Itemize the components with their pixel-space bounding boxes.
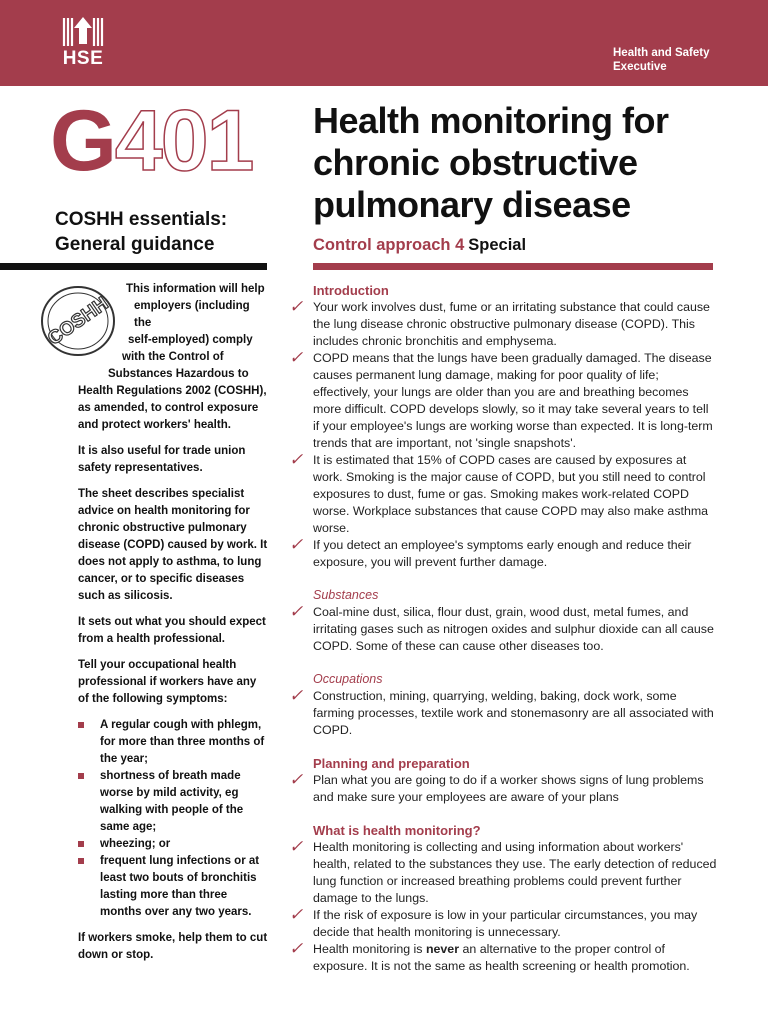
series-line-1: COSHH essentials: xyxy=(55,209,228,230)
list-item xyxy=(78,853,268,921)
never-text-pre: Health monitoring is xyxy=(313,942,426,956)
list-item xyxy=(289,939,718,975)
bullet-square-icon xyxy=(78,773,84,779)
tick-icon: ✓ xyxy=(289,905,304,924)
list-item-text: COPD means that the lungs have been gradually damaged. The disease causes permanent lung damage, making for poor quality of life; effectively, your lungs are older than you are and breathing becomes more difficult. COPD develops slowly, so it may take several years to tell if your employee's lungs are working worse than expected. It is long-term trends that are important, not 'single snapshots'. xyxy=(313,351,713,450)
series-title xyxy=(55,207,227,257)
intro-line-5: Substances Hazardous to xyxy=(108,368,249,380)
section-heading-what-is: What is health monitoring? xyxy=(313,823,481,838)
right-divider xyxy=(313,263,713,270)
hse-logo-text: HSE xyxy=(62,48,104,69)
section-heading-occupations: Occupations xyxy=(313,672,383,686)
introduction-list xyxy=(289,297,718,571)
spacer xyxy=(313,655,718,671)
intro-line-2: employers (including the xyxy=(134,300,250,329)
list-item xyxy=(78,768,268,836)
list-item xyxy=(289,450,718,537)
tick-icon: ✓ xyxy=(289,837,304,856)
intro-line-4: with the Control of xyxy=(122,351,224,363)
list-item xyxy=(289,297,718,350)
symptom-list xyxy=(78,717,268,921)
planning-list xyxy=(289,770,718,806)
list-item xyxy=(289,905,718,941)
list-item-text: If the risk of exposure is low in your particular circumstances, you may decide that health monitoring is unnecessary. xyxy=(313,908,698,939)
document-code xyxy=(50,93,253,189)
expectation-paragraph: It sets out what you should expect from a health professional. xyxy=(78,616,266,645)
trade-union-paragraph: It is also useful for trade union safety representatives. xyxy=(78,445,246,474)
list-item-text: Your work involves dust, fume or an irritating substance that could cause the lung disease chronic obstructive pulmonary disease (COPD). This includes chronic bronchitis and emphysema. xyxy=(313,300,710,348)
list-item xyxy=(78,836,268,853)
spacer xyxy=(313,739,718,755)
list-item xyxy=(289,535,718,571)
list-item xyxy=(289,770,718,806)
org-line-2: Executive xyxy=(613,61,667,73)
tick-icon: ✓ xyxy=(289,602,304,621)
bullet-square-icon xyxy=(78,722,84,728)
tick-icon: ✓ xyxy=(289,770,304,789)
bullet-square-icon xyxy=(78,858,84,864)
section-heading-substances: Substances xyxy=(313,588,379,602)
list-item-text: A regular cough with phlegm, for more than three months of the year; xyxy=(100,719,265,765)
org-line-1: Health and Safety xyxy=(613,47,710,59)
list-item-text: Construction, mining, quarrying, welding, baking, dock work, some farming processes, textile work and stonemasonry are all associated with COPD. xyxy=(313,689,714,737)
control-special-label: Special xyxy=(468,236,527,254)
bullet-square-icon xyxy=(78,841,84,847)
intro-line-6: Health Regulations 2002 (COSHH), as amended, to control exposure and protect workers' health. xyxy=(78,385,267,431)
page-title: Health monitoring for chronic obstructive pulmonary disease xyxy=(313,100,669,225)
control-approach xyxy=(313,236,526,255)
tick-icon: ✓ xyxy=(289,348,304,367)
tick-icon: ✓ xyxy=(289,535,304,554)
stamp-text: COSHH xyxy=(44,293,113,350)
section-heading-planning: Planning and preparation xyxy=(313,756,470,771)
code-prefix: G xyxy=(50,93,115,189)
list-item-text: Coal-mine dust, silica, flour dust, grain, wood dust, metal fumes, and irritating gases such as nitrogen oxides and sulphur dioxide can all cause COPD. Some of these can cause other diseases too. xyxy=(313,605,714,653)
what-is-list xyxy=(289,837,718,975)
organisation-name xyxy=(613,46,710,74)
intro-line-3: self-employed) comply xyxy=(128,334,253,346)
spacer xyxy=(313,571,718,587)
left-column xyxy=(78,281,268,973)
list-item xyxy=(289,686,718,739)
list-item-text: shortness of breath made worse by mild activity, eg walking with people of the same age; xyxy=(100,770,244,833)
main-column xyxy=(289,282,718,975)
tick-icon: ✓ xyxy=(289,939,304,958)
list-item xyxy=(289,348,718,452)
never-emphasis: never xyxy=(425,942,460,956)
tick-icon: ✓ xyxy=(289,450,304,469)
intro-line-1: This information will help xyxy=(126,283,265,295)
tick-icon: ✓ xyxy=(289,297,304,316)
list-item-text: It is estimated that 15% of COPD cases are caused by exposures at work. Smoking is the major cause of COPD, but you still need to control exposures to dust, fume or gas. Smoking makes work-related COPD worse. Workplace substances that cause COPD may also make asthma worse. xyxy=(313,453,709,535)
control-approach-label: Control approach 4 xyxy=(313,236,465,254)
list-item-text: frequent lung infections or at least two bouts of bronchitis lasting more than three months over any two years. xyxy=(100,855,260,918)
code-number: 401 xyxy=(114,93,253,189)
tick-icon: ✓ xyxy=(289,686,304,705)
substances-list xyxy=(289,602,718,655)
section-heading-introduction: Introduction xyxy=(313,283,389,298)
spacer xyxy=(313,806,718,822)
smoking-paragraph: If workers smoke, help them to cut down or stop. xyxy=(78,932,268,961)
list-item-text: wheezing; or xyxy=(100,838,171,850)
list-item xyxy=(289,602,718,655)
intro-paragraph xyxy=(78,281,268,434)
left-divider xyxy=(0,263,267,270)
never-text-post: an alternative to the proper control of exposure. It is not the same as health screening or health promotion. xyxy=(313,942,690,973)
list-item-text: Plan what you are going to do if a worker shows signs of lung problems and make sure your employees are aware of your plans xyxy=(313,773,704,804)
scope-paragraph: The sheet describes specialist advice on health monitoring for chronic obstructive pulmonary disease (COPD) caused by work. It does not apply to asthma, to lung cancer, or to specific diseases such as silicosis. xyxy=(78,488,268,602)
occupations-list xyxy=(289,686,718,739)
series-line-2: General guidance xyxy=(55,234,215,255)
symptoms-intro: Tell your occupational health professional if workers have any of the following symptoms: xyxy=(78,659,257,705)
list-item xyxy=(289,837,718,907)
list-item-text: Health monitoring is collecting and using information about workers' health, related to the substances they use. The early detection of reduced lung function or increased breathing problems could prevent further damage to the lungs. xyxy=(313,840,717,905)
list-item xyxy=(78,717,268,768)
list-item-text: If you detect an employee's symptoms early enough and reduce their exposure, you will prevent further damage. xyxy=(313,538,692,569)
